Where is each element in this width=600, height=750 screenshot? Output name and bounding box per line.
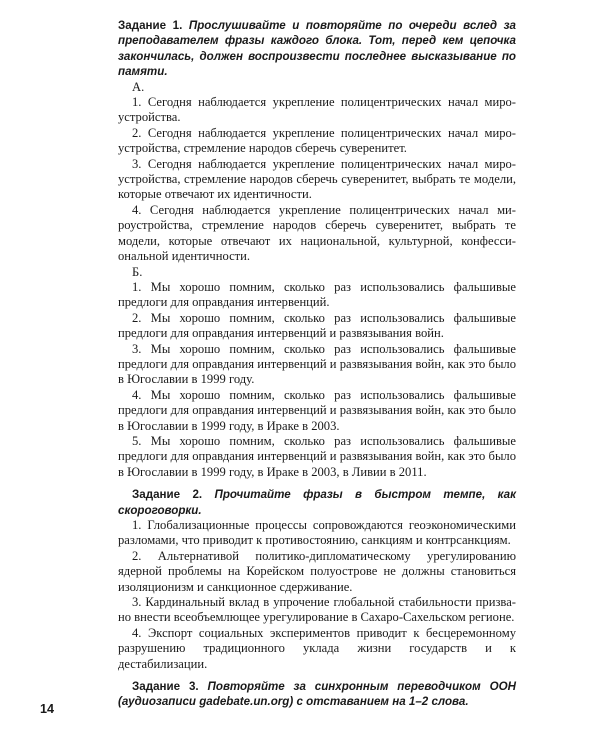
task2-item-3: 3. Кардинальный вклад в упрочение глобальной стабильности призвано внести всеобъемлющее урегулирование в Сахаро-Сахельском регионе. xyxy=(118,595,516,625)
section-b-item-4: 4. Мы хорошо помним, сколько раз использовались фальшивые предлоги для оправдания интервенций и развязывания войн, как это было в Югославии в 1999 году, в Ираке в 2003. xyxy=(118,387,516,433)
task3-instruction: Повторяйте за синхронным переводчиком ООН (аудиозаписи gadebate.un.org) с отставанием на 1–2 слова. xyxy=(118,680,516,709)
task2-number: Задание 2. xyxy=(132,488,203,502)
task2-item-4: 4. Экспорт социальных экспериментов приводит к бесцеремонному разрушению традиционного уклада жизни государств и к дестабилизации. xyxy=(118,625,516,671)
section-b-item-1: 1. Мы хорошо помним, сколько раз использовались фальшивые предлоги для оправдания интервенций. xyxy=(118,279,516,310)
task3-number: Задание 3. xyxy=(132,680,199,694)
section-a-item-2: 2. Сегодня наблюдается укрепление полицентрических начал мироустройства, стремление народов сберечь суверенитет. xyxy=(118,125,516,156)
task3-heading xyxy=(118,679,516,710)
section-b-label: Б. xyxy=(132,264,143,279)
section-a-item-3: 3. Сегодня наблюдается укрепление полицентрических начал мироустройства, стремление народов сберечь суверенитет, выбрать те модели, которые отвечают их идентичности. xyxy=(118,156,516,202)
page-number: 14 xyxy=(40,702,55,716)
task2-item-1: 1. Глобализационные процессы сопровождаются геоэкономическими разломами, что приводит к противостоянию, санкциям и контрсанкциям. xyxy=(118,518,516,548)
section-a-label: А. xyxy=(132,79,145,94)
task2-item-2: 2. Альтернативой политико-дипломатическому урегулированию ядерной проблемы на Корейском полуострове не должны становиться изоляционизм и санкционное сдерживание. xyxy=(118,548,516,594)
task1-heading xyxy=(118,18,516,80)
task2-instruction: Прочитайте фразы в быстром темпе, как скороговорки. xyxy=(118,488,516,517)
task1-instruction: Прослушивайте и повторяйте по очереди вслед за преподавателем фразы каждого блока. Тот, перед кем цепочка закончилась, должен воспроизвести последнее высказывание по памяти. xyxy=(118,19,516,79)
section-b-item-3: 3. Мы хорошо помним, сколько раз использовались фальшивые предлоги для оправдания интервенций и развязывания войн, как это было в Югославии в 1999 году. xyxy=(118,341,516,387)
task1-number: Задание 1. xyxy=(118,19,183,32)
task2-heading xyxy=(118,487,516,518)
section-b-item-5: 5. Мы хорошо помним, сколько раз использовались фальшивые предлоги для оправдания интервенций и развязывания войн, как это было в Югославии в 1999 году, в Ираке в 2003, в Ливии в 2011. xyxy=(118,433,516,479)
section-a-item-4: 4. Сегодня наблюдается укрепление полицентрических начал мироустройства, стремление народов сберечь суверенитет, выбрать те модели, которые отвечают их национальной, культурной, конфессиональной идентичности. xyxy=(118,202,516,264)
section-b-item-2: 2. Мы хорошо помним, сколько раз использовались фальшивые предлоги для оправдания интервенций и развязывания войн. xyxy=(118,310,516,341)
section-a-item-1: 1. Сегодня наблюдается укрепление полицентрических начал мироустройства. xyxy=(118,95,516,125)
